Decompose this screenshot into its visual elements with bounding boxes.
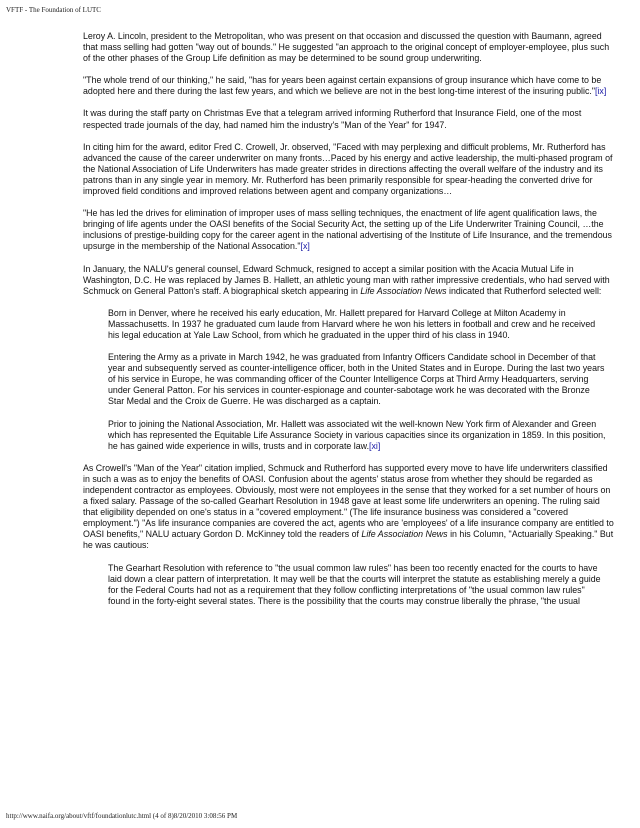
print-footer-url: http://www.naifa.org/about/vftf/foundationlutc.html (4 of 8)8/20/2010 3:08:56 PM (6, 812, 238, 820)
quote-text: Entering the Army as a private in March 1942, he was graduated from Infantry Officers Candidate school in December of that year and subsequently served as counter-intelligence officer, both in the United States and in Europe. During the last two years of his service in Europe, he was commanding officer of the Counter Intelligence Corps at Third Army Headquarters, serving under General Patton. For his services in counter-espionage and counter-sabotage work he was decorated with the Bronze Star Medal and the Croix de Guerre. He was discharged as a captain. (108, 352, 605, 407)
footnote-link-ix[interactable]: [ix] (594, 86, 607, 97)
paragraph-lincoln (83, 31, 615, 64)
paragraph-christmas-telegram (83, 108, 615, 130)
paragraph-drives (83, 208, 615, 252)
footnote-link-xi[interactable]: [xi] (369, 440, 381, 451)
quote-hallett-army (108, 352, 607, 407)
paragraph-text: in his Column, "Actuarially Speaking." But he was cautious: (83, 529, 614, 551)
article-body (83, 31, 615, 607)
quote-gearhart (108, 563, 607, 607)
paragraph-text: In citing him for the award, editor Fred C. Crowell, Jr. observed, "Faced with may perplexing and difficult problems, Mr. Rutherford has advanced the cause of the career underwriter on many fronts…Paced by his energy and active leadership, the multi-phased program of the National Association of Life Underwriters has made greater strides in directions affecting the overall welfare of the industry and its patrons than in any single year in memory. Mr. Rutherford has been primarily responsible for spear-heading the converted drive for improved field conditions and improved relations between agent and company organizations… (83, 141, 613, 197)
paragraph-oasi (83, 463, 615, 552)
paragraph-text: "He has led the drives for elimination of improper uses of mass selling techniques, the enactment of life agent qualification laws, the bringing of life agents under the OASI benefits of the Social Security Act, the setting up of the Life Underwriter Training Council, …the inclusions of prestige-building copy for the career agent in the national advertising of the Institute of Life Insurance, and the tremendous upsurge in the membership of the National Assocation." (83, 208, 612, 252)
quote-text: Prior to joining the National Association, Mr. Hallett was associated wit the well-known New York firm of Alexander and Green which has represented the Equitable Life Assurance Society in various capacities since its organization in 1859. In this position, he has gained wide experience in wills, trusts and in corporate law. (108, 418, 606, 451)
publication-title: Life Association News (361, 529, 448, 540)
quote-text: The Gearhart Resolution with reference to "the usual common law rules" has been too recently enacted for the courts to have laid down a clear pattern of interpretation. It may well be that the courts will interpret the statute as establishing merely a guide for the Federal Courts had not as a requirement that they follow conflicting interpretations of "the usual common law rules" found in the forty-eight several states. There is the possibility that the courts may construe liberally the phrase, "the usual (108, 562, 601, 606)
footnote-link-x[interactable]: [x] (300, 241, 310, 252)
paragraph-text: In January, the NALU's general counsel, Edward Schmuck, resigned to accept a similar position with the Acacia Mutual Life in Washington, D.C. He was replaced by James B. Hallett, an athletic young man with rather impressive credentials, who had served with Schmuck on General Patton's staff. A biographical sketch appearing in (83, 263, 610, 296)
paragraph-crowell-citation (83, 142, 615, 197)
quote-hallett-education (108, 308, 607, 341)
paragraph-text: Leroy A. Lincoln, president to the Metropolitan, who was present on that occasion and discussed the question with Baumann, agreed that mass selling had gotten "way out of bounds." He suggested "an approach to the original concept of employer-employee, plus such of the other phases of the Group Life definition as may be determined to be sound group underwriting. (83, 31, 610, 64)
paragraph-text: "The whole trend of our thinking," he said, "has for years been against certain expansions of group insurance which have come to be adopted here and there during the last few years, and which we believe are not in the best long-time interest of the insuring public." (83, 75, 602, 97)
paragraph-text: As Crowell's "Man of the Year" citation implied, Schmuck and Rutherford has supported every move to have life underwriters classified in such a was as to enjoy the benefits of OASI. Confusion about the agents' status arose from whether they should be regarded as independent contractor as employees. Obviously, most were not employees in the sense that they worked for a set number of hours on a fixed salary. Passage of the so-called Gearhart Resolution in 1948 gave at least some life underwriters an opening. The ruling said that eligibility depended on one's status in a "covered employment." (The life insurance business was considered a "covered employment.") "As life insurance companies are covered the act, agents who are 'employees' of a life insurance company are entitled to OASI benefits," NALU actuary Gordon D. McKinney told the readers of (83, 462, 614, 540)
paragraph-text: It was during the staff party on Christmas Eve that a telegram arrived informing Rutherford that Insurance Field, one of the most respected trade journals of the day, had named him the industry's "Man of the Year" for 1947. (83, 108, 582, 130)
publication-title: Life Association News (360, 285, 447, 296)
quote-text: Born in Denver, where he received his early education, Mr. Hallett prepared for Harvard College at Milton Academy in Massachusetts. In 1937 he graduated cum laude from Harvard where he won his letters in football and crew and he received his legal education at Yale Law School, from which he graduated in the upper third of his class in 1940. (108, 307, 596, 340)
paragraph-trend-quote (83, 75, 615, 97)
quote-hallett-prior (108, 419, 607, 452)
paragraph-general-counsel (83, 264, 615, 297)
paragraph-text: indicated that Rutherford selected well: (446, 285, 602, 296)
print-header-title: VFTF - The Foundation of LUTC (6, 6, 101, 14)
